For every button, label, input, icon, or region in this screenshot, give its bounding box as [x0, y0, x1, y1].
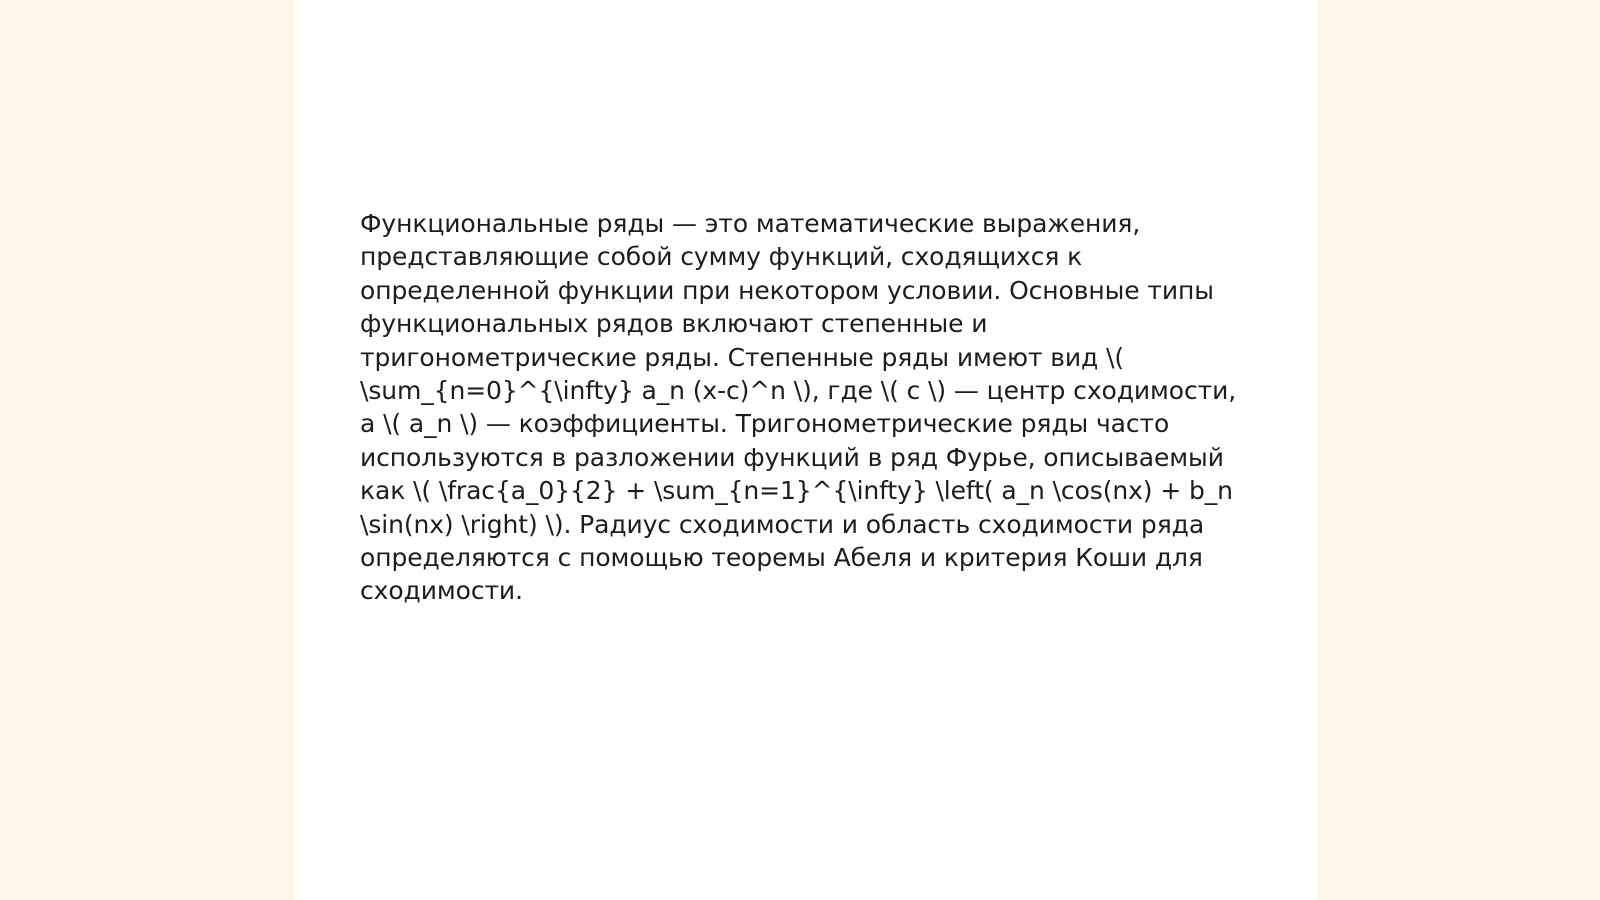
document-page	[295, 0, 1317, 900]
body-paragraph: Функциональные ряды — это математические выражения, представляющие собой сумму функций, сходящихся к определенной функции при некотором условии. Основные типы функциональных рядов включают степенные и тригонометрические ряды. Степенные ряды имеют вид \( \sum_{n=0}^{\infty} a_n (x-c)^n \), где \( c \) — центр сходимости, а \( a_n \) — коэффициенты. Тригонометрические ряды часто используются в разложении функций в ряд Фурье, описываемый как \( \frac{a_0}{2} + \sum_{n=1}^{\infty} \left( a_n \cos(nx) + b_n \sin(nx) \right) \). Радиус сходимости и область сходимости ряда определяются с помощью теоремы Абеля и критерия Коши для сходимости.	[360, 209, 1237, 606]
document-content	[360, 207, 1250, 608]
